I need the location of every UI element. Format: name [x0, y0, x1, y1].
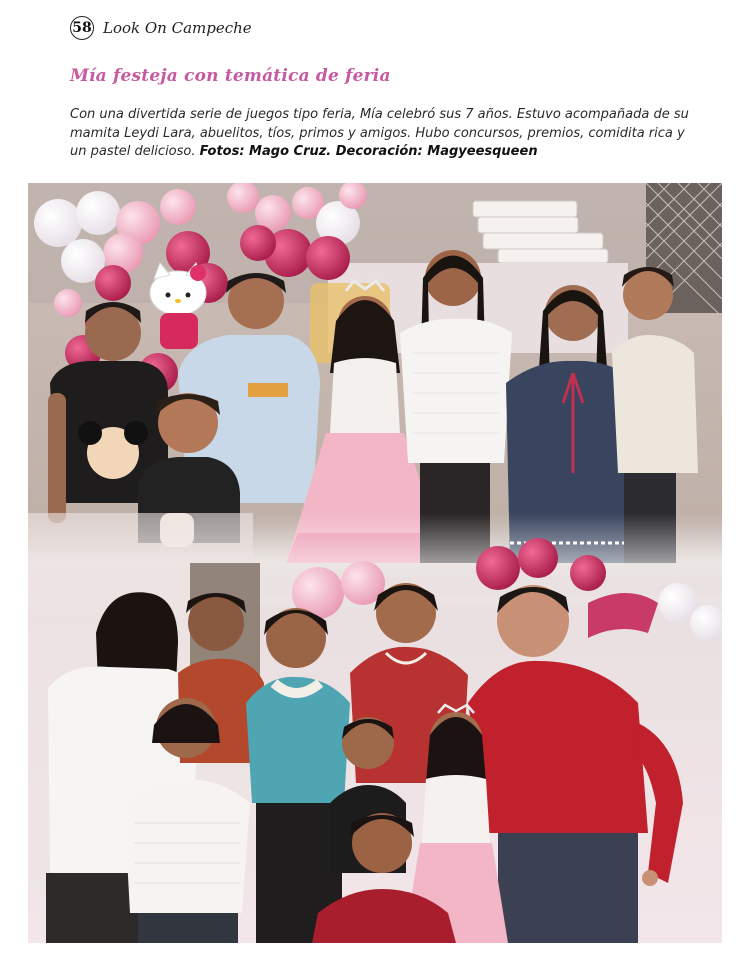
- article-text: Con una divertida serie de juegos tipo feria, Mía celebró sus 7 años. Estuvo acompañada de su mamita Leydi Lara, abuelitos, tíos, primos y amigos. Hubo concursos, premios, comidita rica y un pastel delicioso.: [70, 107, 689, 159]
- party-photo-illustration: [28, 183, 722, 943]
- page-number: 58: [70, 16, 94, 40]
- article-title: Mía festeja con temática de feria: [70, 66, 391, 86]
- party-photo: [28, 183, 722, 943]
- publication-name: Look On Campeche: [103, 19, 252, 37]
- article-body: [70, 106, 690, 162]
- photo-credits: Fotos: Mago Cruz. Decoración: Magyeesqueen: [199, 144, 538, 159]
- page-header: [70, 14, 252, 42]
